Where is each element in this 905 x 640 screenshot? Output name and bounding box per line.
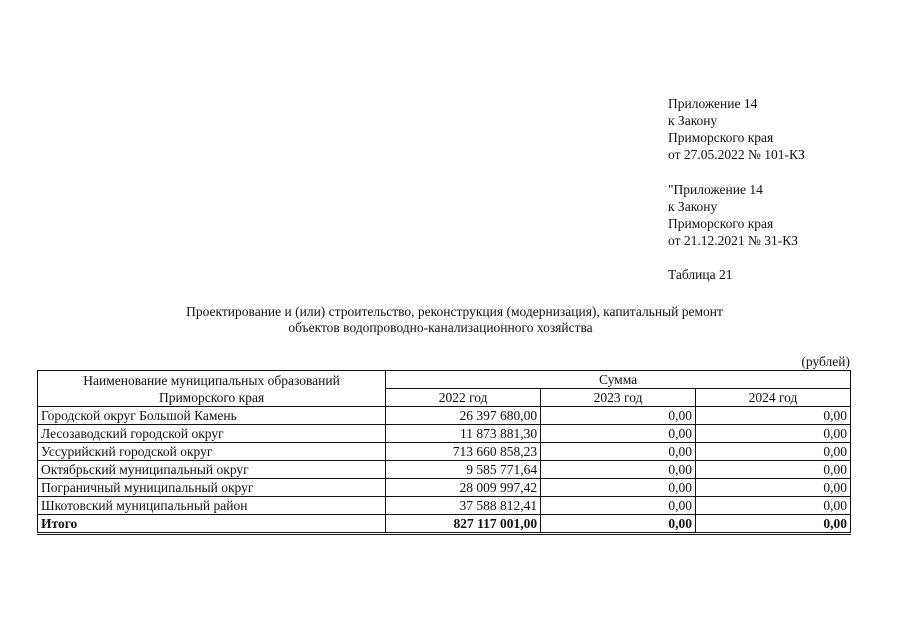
amount-2023: 0,00	[541, 497, 696, 515]
table-row	[38, 407, 851, 425]
municipality-name: Октябрьский муниципальный округ	[38, 461, 386, 479]
amount-2023: 0,00	[541, 461, 696, 479]
annex-line: "Приложение 14	[668, 182, 763, 197]
amount-2023: 0,00	[541, 425, 696, 443]
amount-2023: 0,00	[541, 407, 696, 425]
table-row	[38, 443, 851, 461]
total-2023: 0,00	[541, 515, 696, 534]
header-year-2022: 2022 год	[386, 389, 541, 407]
municipality-name: Шкотовский муниципальный район	[38, 497, 386, 515]
header-year-2023: 2023 год	[541, 389, 696, 407]
total-label: Итого	[38, 515, 386, 534]
amount-2022: 9 585 771,64	[386, 461, 541, 479]
amount-2022: 713 660 858,23	[386, 443, 541, 461]
annex-line: к Закону	[668, 199, 718, 214]
amount-2024: 0,00	[696, 425, 851, 443]
amount-2022: 37 588 812,41	[386, 497, 541, 515]
total-2022: 827 117 001,00	[386, 515, 541, 534]
amount-2023: 0,00	[541, 443, 696, 461]
document-title-line-1: Проектирование и (или) строительство, реконструкция (модернизация), капитальный ремонт	[186, 304, 723, 319]
table-number: Таблица 21	[668, 267, 733, 282]
header-municipality	[38, 371, 386, 407]
municipality-name: Пограничный муниципальный округ	[38, 479, 386, 497]
amount-2022: 11 873 881,30	[386, 425, 541, 443]
header-year-2024: 2024 год	[696, 389, 851, 407]
municipality-name: Лесозаводский городской округ	[38, 425, 386, 443]
amount-2023: 0,00	[541, 479, 696, 497]
header-municipality-line-2: Приморского края	[158, 389, 265, 405]
annex-line: Приложение 14	[668, 96, 758, 111]
amount-2024: 0,00	[696, 443, 851, 461]
units-label: (рублей)	[801, 354, 850, 369]
annex-line: Приморского края	[668, 130, 774, 145]
municipality-name: Уссурийский городской округ	[38, 443, 386, 461]
document-title-line-2: объектов водопроводно-канализационного хозяйства	[288, 320, 593, 335]
amount-2024: 0,00	[696, 461, 851, 479]
annex-line: от 27.05.2022 № 101-КЗ	[668, 147, 805, 162]
table-row	[38, 425, 851, 443]
table-row	[38, 497, 851, 515]
municipality-name: Городской округ Большой Камень	[38, 407, 386, 425]
total-row	[38, 515, 851, 534]
annex-line: от 21.12.2021 № 31-КЗ	[668, 233, 798, 248]
header-sum: Сумма	[386, 371, 851, 389]
total-2024: 0,00	[696, 515, 851, 534]
annex-header-current	[668, 95, 805, 163]
amount-2022: 28 009 997,42	[386, 479, 541, 497]
amount-2024: 0,00	[696, 479, 851, 497]
table-row	[38, 479, 851, 497]
amount-2024: 0,00	[696, 407, 851, 425]
annex-line: к Закону	[668, 113, 718, 128]
amount-2024: 0,00	[696, 497, 851, 515]
annex-line: Приморского края	[668, 216, 774, 231]
table-row	[38, 461, 851, 479]
header-municipality-line-1: Наименование муниципальных образований	[83, 372, 340, 388]
amount-2022: 26 397 680,00	[386, 407, 541, 425]
annex-header-original	[668, 181, 798, 249]
funding-table	[37, 370, 851, 535]
